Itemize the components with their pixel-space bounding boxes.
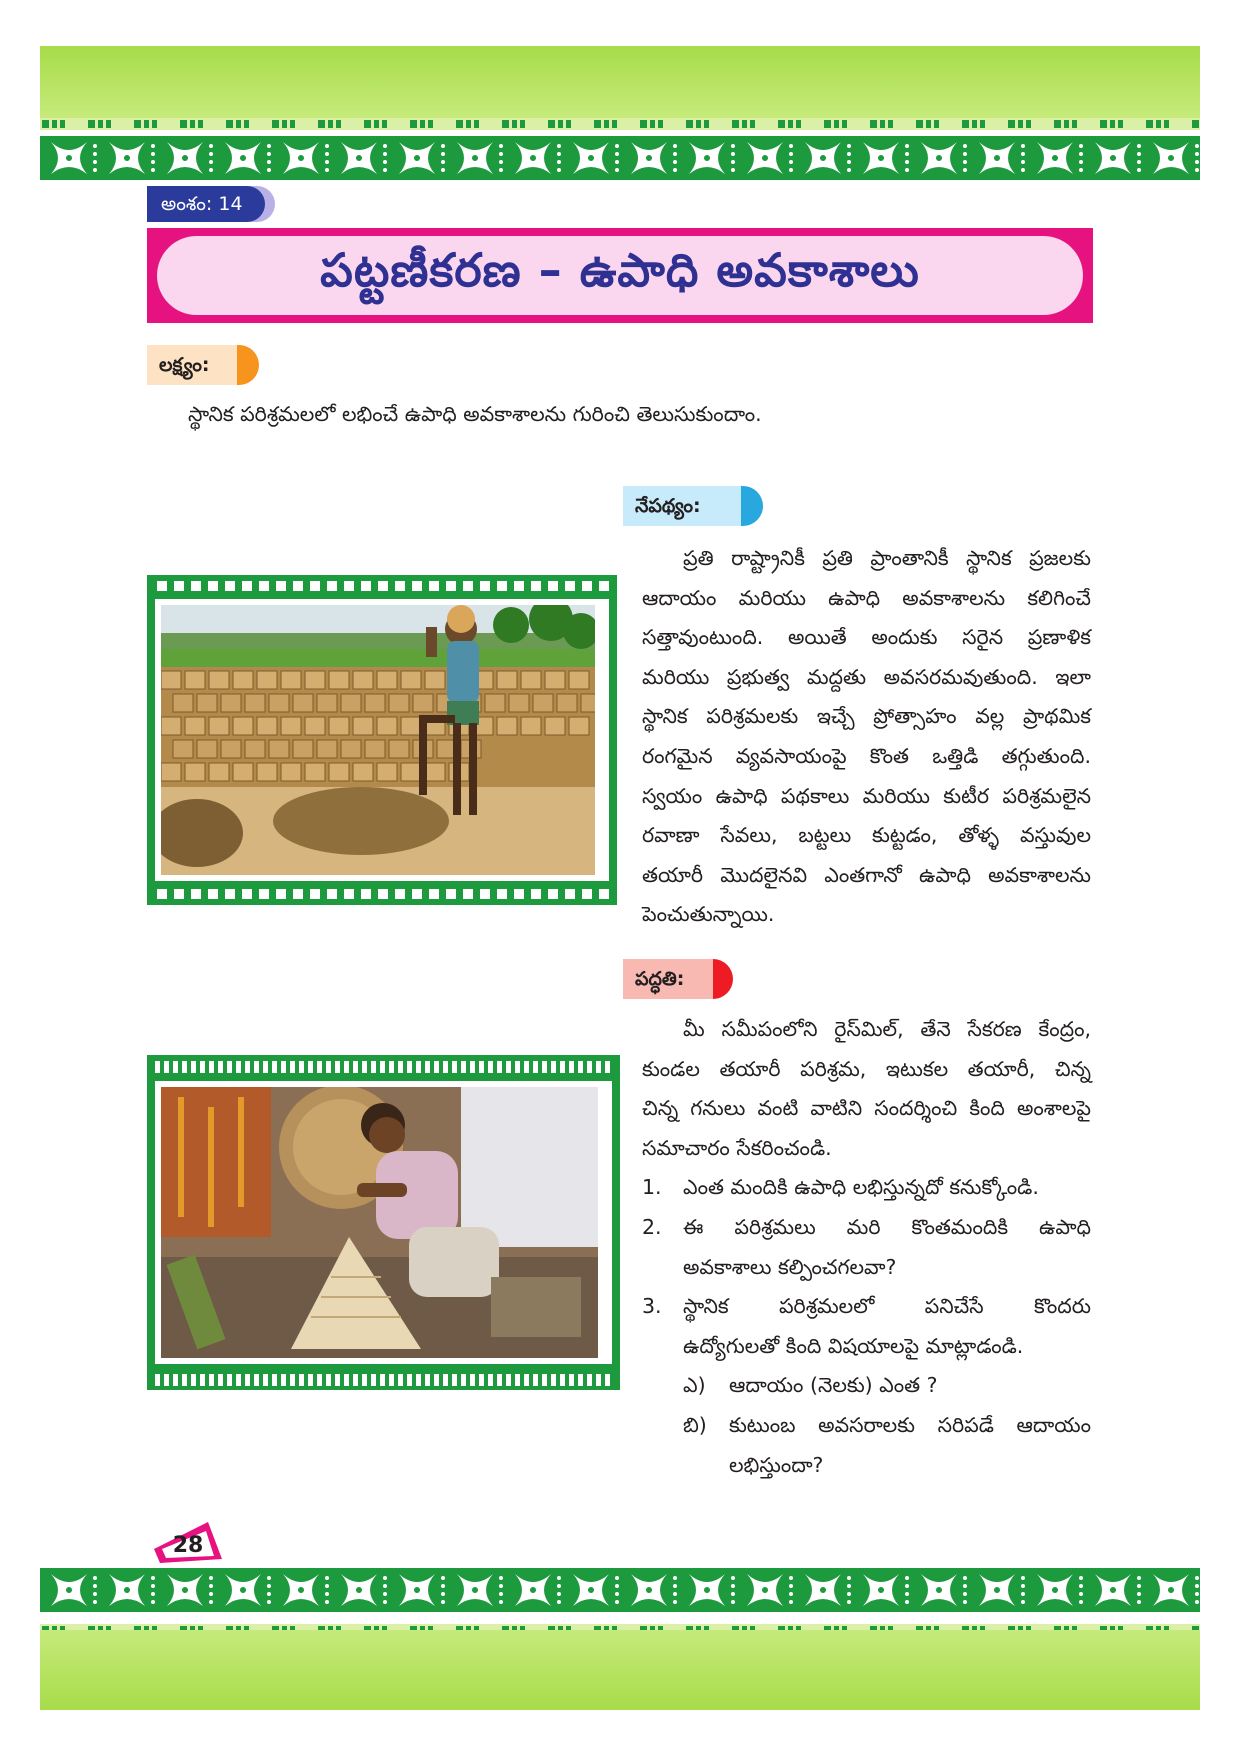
bottom-gradient [40,1630,1200,1710]
bottom-decorative-band [40,1568,1200,1710]
method-intro-line: మీ సమీపంలోని రైస్‌మిల్, తేనె సేకరణ కేంద్రం, [683,1017,1091,1041]
method-intro-line: చిన్న గనులు వంటి వాటిని సందర్శించి కింది అంశాలపై [642,1096,1091,1121]
background-line: ప్రతి రాష్ట్రానికీ ప్రతి ప్రాంతానికీ స్థానిక ప్రజలకు [683,546,1091,570]
background-label: నేపథ్యం: [623,486,741,526]
list-item-text: ఎంత మందికి ఉపాధి లభిస్తున్నదో కనుక్కోండి. [683,1175,1039,1200]
background-line: తయారీ మొదలైనవి ఎంతగానో ఉపాధి అవకాశాలను [642,862,1091,887]
lesson-number-tag [147,186,275,222]
method-tag [623,959,733,999]
objective-text: స్థానిక పరిశ్రమలలో లభించే ఉపాధి అవకాశాలను గురించి తెలుసుకుందాం. [188,402,762,426]
page-number: 28 [172,1533,204,1558]
background-line: రంగమైన వ్యవసాయంపై కొంత ఒత్తిడి తగ్గుతుంది. [642,744,1091,768]
sub-item-marker: బి) [683,1413,707,1437]
list-item-number: 2. [642,1215,662,1239]
lesson-number-label: అంశం: 14 [147,186,265,222]
brick-making-photo-frame [147,575,617,905]
method-intro-line: సమాచారం సేకరించండి. [642,1135,832,1160]
method-label: పద్ధతి: [623,959,713,999]
list-item-text: అవకాశాలు కల్పించగలవా? [683,1254,897,1279]
background-line: సత్తావుంటుంది. అయితే అందుకు సరైన ప్రణాళిక [642,625,1091,650]
objective-tag [147,345,259,385]
background-line: రవాణా సేవలు, బట్టలు కుట్టడం, తోళ్ళ వస్తువుల [642,823,1091,848]
background-line: పెంచుతున్నాయి. [642,902,775,927]
list-item-text: స్థానిక పరిశ్రమలలో పనిచేసే కొందరు [683,1294,1091,1319]
basket-weaving-photo-frame [147,1055,620,1390]
list-item-text: ఈ పరిశ్రమలు మరి కొంతమందికి ఉపాధి [683,1215,1091,1239]
bottom-pattern-row [40,1568,1200,1612]
top-decorative-band [40,46,1200,183]
background-line: స్థానిక పరిశ్రమలకు ఇచ్చే ప్రోత్సాహం వల్ల ప్రాథమిక [642,704,1091,729]
background-line: స్వయం ఉపాధి పథకాలు మరియు కుటీర పరిశ్రమలైన [642,783,1091,808]
top-gradient [40,46,1200,118]
method-intro-line: కుండల తయారీ పరిశ్రమ, ఇటుకల తయారీ, చిన్న [642,1056,1091,1081]
sub-item-marker: ఎ) [683,1373,706,1398]
brick-making-image [161,605,595,875]
list-item-number: 3. [642,1294,662,1319]
background-line: మరియు ప్రభుత్వ మద్దతు అవసరమవుతుంది. ఇలా [642,664,1091,689]
background-line: ఆదాయం మరియు ఉపాధి అవకాశాలను కలిగించే [642,585,1091,610]
page-number-badge [150,1519,225,1566]
page-title: పట్టణీకరణ – ఉపాధి అవకాశాలు [157,236,1083,315]
background-tag [623,486,763,526]
sub-item-text: ఆదాయం (నెలకు) ఎంత ? [729,1373,938,1398]
basket-weaving-image [161,1087,598,1358]
objective-label: లక్ష్యం: [147,345,237,385]
sub-item-text: లభిస్తుందా? [729,1452,824,1477]
title-banner [147,228,1093,323]
list-item-text: ఉద్యోగులతో కింది విషయాలపై మాట్లాడండి. [683,1333,1024,1358]
list-item-number: 1. [642,1175,662,1200]
top-pattern-row [40,136,1200,180]
sub-item-text: కుటుంబ అవసరాలకు సరిపడే ఆదాయం [729,1413,1091,1437]
top-dash-row [40,118,1200,130]
